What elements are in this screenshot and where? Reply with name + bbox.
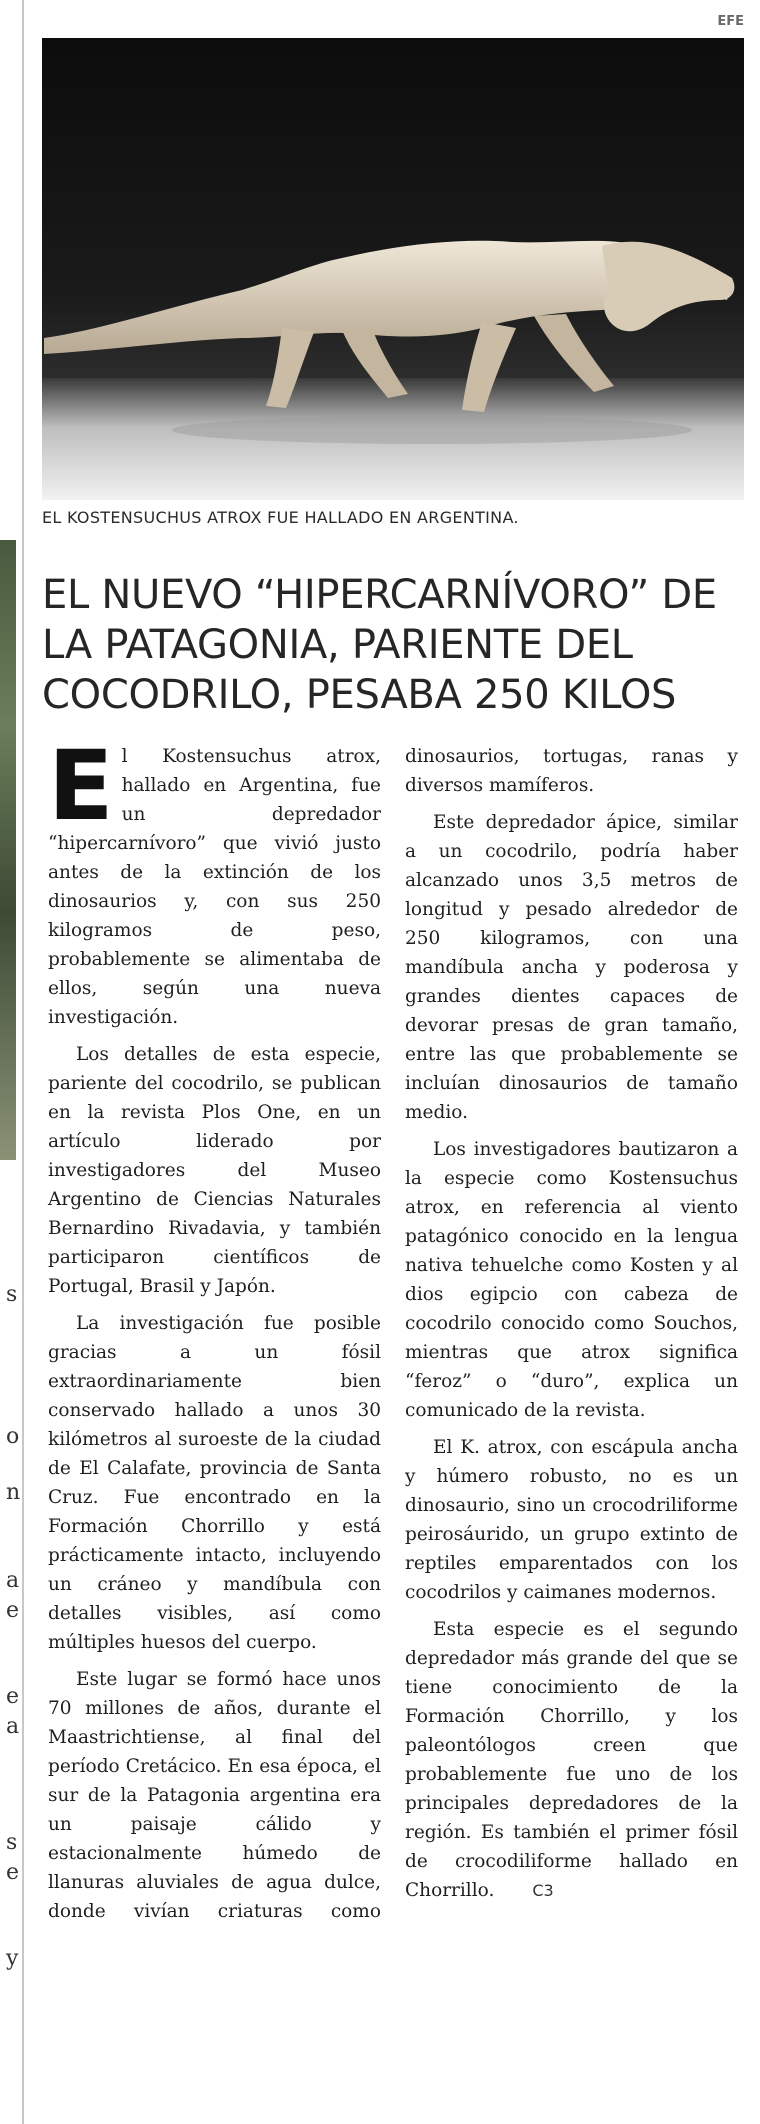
photo-caption: EL KOSTENSUCHUS ATROX FUE HALLADO EN ARGENTINA. <box>42 508 519 527</box>
end-mark: C3 <box>532 1881 554 1900</box>
adjacent-text-fragment: n <box>6 1480 21 1505</box>
adjacent-text-fragment: e <box>6 1684 20 1709</box>
paragraph-1 <box>48 730 381 1032</box>
article-headline: EL NUEVO “HIPERCARNÍVORO” DE LA PATAGONIA, PARIENTE DEL COCODRILO, PESABA 250 KILOS <box>42 572 717 718</box>
photo-credit: EFE <box>717 14 744 29</box>
paragraph-2: Los detalles de esta especie, pariente del cocodrilo, se publican en la revista Plos One, en un artículo liderado por investigadores del Museo Argentino de Ciencias Naturales Bernardino Rivadavia, y también participaron científicos de Portugal, Brasil y Japón. <box>48 1044 381 1297</box>
adjacent-text-fragment: a <box>6 1714 20 1739</box>
paragraph-1-text: l Kostensuchus atrox, hallado en Argentina, fue un depredador “hipercarnívoro” que vivió justo antes de la extinción de los dinosaurios y, con sus 250 kilogramos de peso, probablemente se alimentaba de ellos, según una nueva investigación. <box>48 746 381 1028</box>
adjacent-text-fragment: y <box>6 1946 19 1971</box>
paragraph-8 <box>405 1615 738 1905</box>
adjacent-column-edge <box>0 0 26 2124</box>
adjacent-text-fragment: e <box>6 1598 20 1623</box>
adjacent-text-fragment: a <box>6 1568 20 1593</box>
column-divider <box>22 0 24 2124</box>
paragraph-5: Este depredador ápice, similar a un cocodrilo, podría haber alcanzado unos 3,5 metros de longitud y pesado alrededor de 250 kilogramos, con una mandíbula ancha y poderosa y grandes dientes capaces de devorar presas de gran tamaño, entre las que probablemente se incluían dinosaurios de tamaño medio. <box>405 812 738 1123</box>
paragraph-6: Los investigadores bautizaron a la especie como Kostensuchus atrox, en referencia al viento patagónico conocido en la lengua nativa tehuelche como Kosten y al dios egipcio con cabeza de cocodrilo conocido como Souchos, mientras que atrox significa “feroz” o “duro”, explica un comunicado de la revista. <box>405 1139 738 1421</box>
adjacent-text-fragment: e <box>6 1860 20 1885</box>
paragraph-8-text: Esta especie es el segundo depredador más grande del que se tiene conocimiento de la Formación Chorrillo, y los paleontólogos creen que probablemente fue uno de los principales depredadores de la región. Es también el primer fósil de crocodiliforme hallado en Chorrillo. <box>405 1619 738 1901</box>
article-body <box>48 730 738 2112</box>
drop-cap: E <box>48 730 114 842</box>
paragraph-3: La investigación fue posible gracias a un fósil extraordinariamente bien conservado hallado a unos 30 kilómetros al suroeste de la ciudad de El Calafate, provincia de Santa Cruz. Fue encontrado en la Formación Chorrillo y está prácticamente intacto, incluyendo un cráneo y mandíbula con detalles visibles, así como múltiples huesos del cuerpo. <box>48 1313 381 1653</box>
adjacent-text-fragment: o <box>6 1424 20 1449</box>
paragraph-4: Este lugar se formó hace unos 70 millones de años, durante el Maastrichtiense, al final del período Cretácico. En esa época, el sur de la Patagonia argentina era un paisaje cálido y estacionalmente húmedo de llanuras aluviales de agua dulce, donde vivían criaturas como dinosaurios, tortugas, ranas y diversos mamíferos. <box>48 746 738 1922</box>
paragraph-7: El K. atrox, con escápula ancha y húmero robusto, no es un dinosaurio, sino un crocodriliforme peirosáurido, un grupo extinto de reptiles emparentados con los cocodrilos y caimanes modernos. <box>405 1437 738 1603</box>
crocodile-reconstruction-image <box>42 38 744 500</box>
adjacent-photo-edge <box>0 540 16 1160</box>
article-photo <box>42 38 744 500</box>
adjacent-text-fragment: s <box>6 1830 18 1855</box>
adjacent-text-fragment: s <box>6 1282 18 1307</box>
